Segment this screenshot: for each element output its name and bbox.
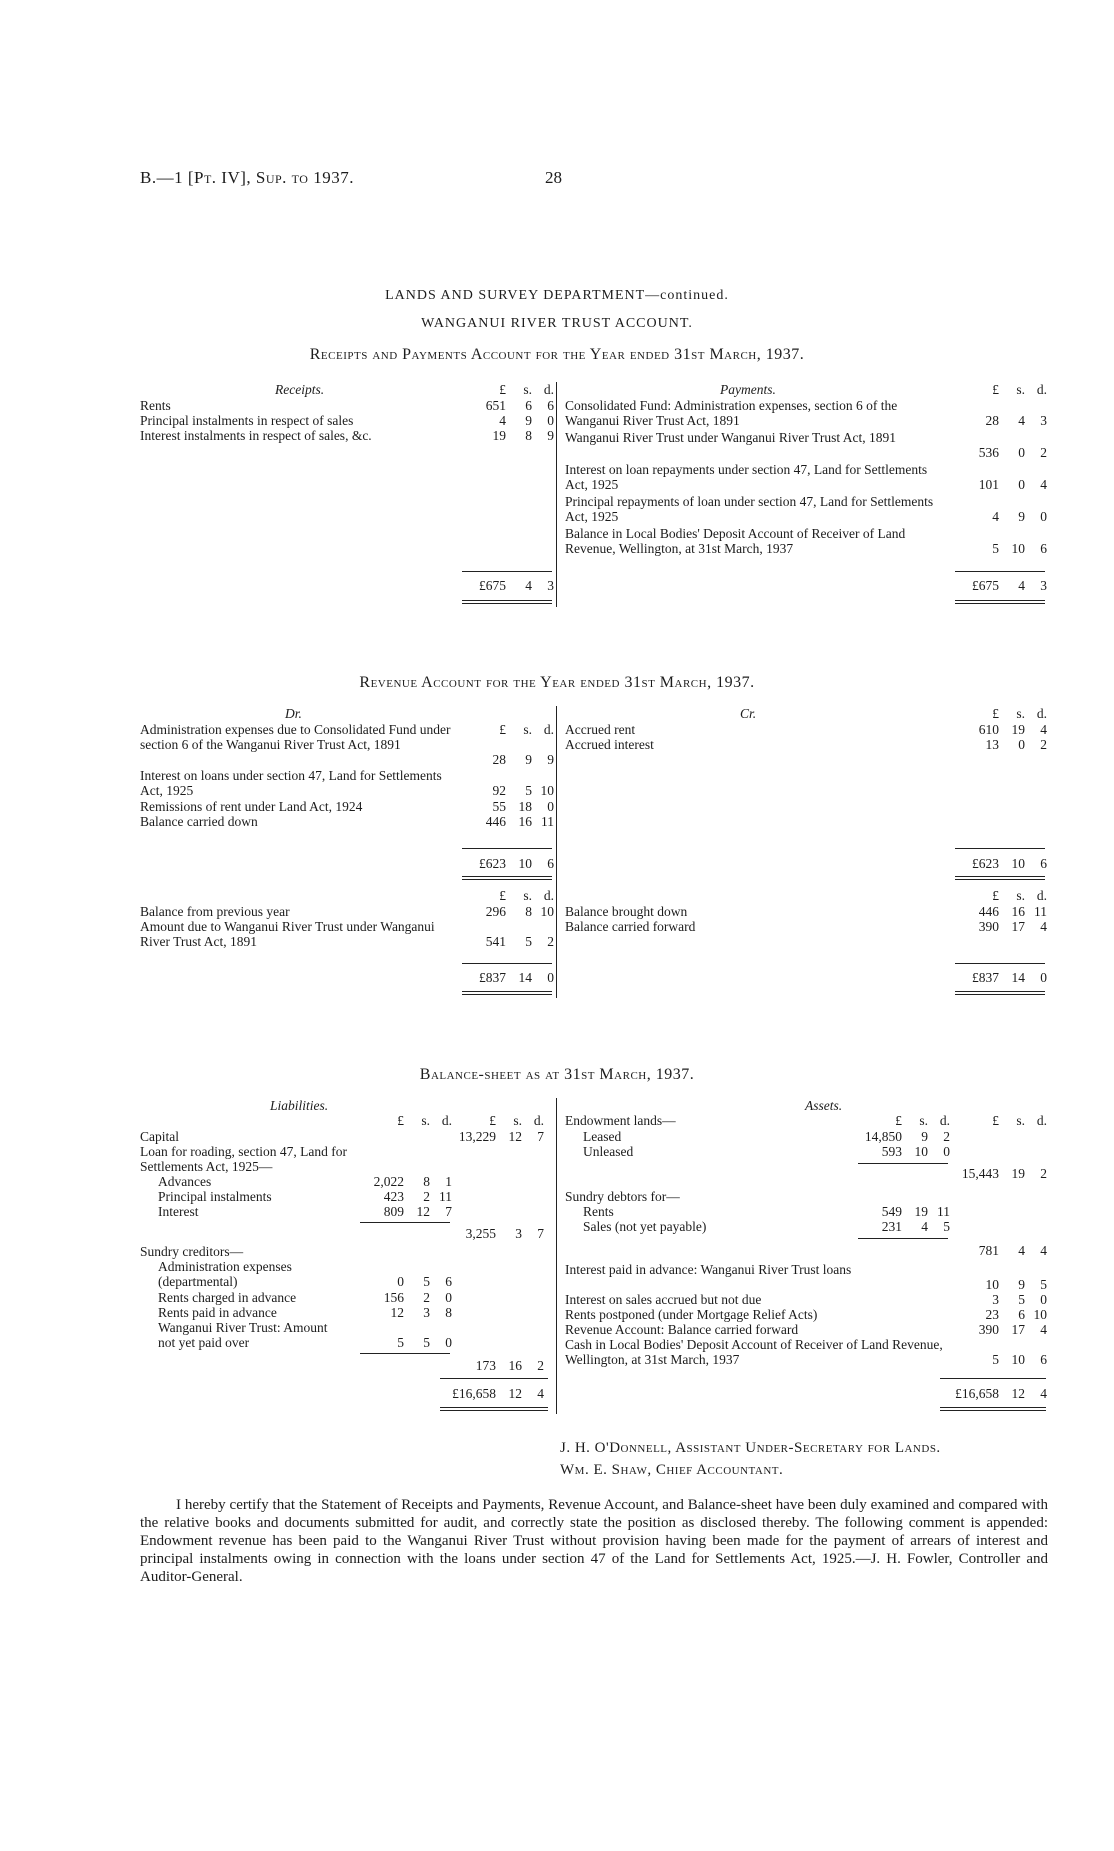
rev-total1-left: £623 10 6 xyxy=(479,856,554,871)
rev-total2-right: £837 14 0 xyxy=(972,970,1047,985)
cr-label: Balance brought down xyxy=(565,904,688,919)
asset-item-label: Interest paid in advance: Wanganui River Trust loans xyxy=(565,1262,852,1277)
loan-total: 3,255 3 7 xyxy=(465,1226,544,1241)
creditor-amount: 12 3 8 xyxy=(390,1305,452,1320)
payment-label: Wanganui River Trust under Wanganui River Trust Act, 1891 xyxy=(565,430,896,445)
receipt-amount: 19 8 9 xyxy=(492,428,554,443)
rev-right-col-heads: £ s. d. xyxy=(992,706,1047,721)
asset-item-amount: 10 9 5 xyxy=(985,1277,1047,1292)
dr-amount: 296 8 10 xyxy=(485,904,554,919)
asset-item-amount: 3 5 0 xyxy=(992,1292,1047,1307)
loan-item-label: Principal instalments xyxy=(158,1189,272,1204)
rp-left-col-heads: £ s. d. xyxy=(499,382,554,397)
cr-amount: 610 19 4 xyxy=(978,722,1047,737)
payment-amount: 536 0 2 xyxy=(978,445,1047,460)
asset-item-amount: 390 17 4 xyxy=(978,1322,1047,1337)
endowment-item-amount: 593 10 0 xyxy=(881,1144,950,1159)
receipt-amount: 651 6 6 xyxy=(485,398,554,413)
creditor-amount: 5 5 0 xyxy=(397,1335,452,1350)
payment-amount: 101 0 4 xyxy=(978,477,1047,492)
dr-amount: 446 16 11 xyxy=(485,814,554,829)
endowment-item-label: Leased xyxy=(583,1129,622,1144)
liabilities-grand-total: £16,658 12 4 xyxy=(452,1386,544,1401)
bs-assets-outer-heads: £ s. d. xyxy=(992,1113,1047,1128)
dr-label: Amount due to Wanganui River Trust under Wanganui River Trust Act, 1891 xyxy=(140,919,435,949)
rev-total1-right: £623 10 6 xyxy=(972,856,1047,871)
dr-label: Balance carried down xyxy=(140,814,258,829)
cr-label: Accrued rent xyxy=(565,722,636,737)
creditor-label: Rents charged in advance xyxy=(158,1290,297,1305)
receipt-label: Rents xyxy=(140,398,171,413)
creditors-heading: Sundry creditors— xyxy=(140,1244,244,1259)
creditor-amount: 156 2 0 xyxy=(383,1290,452,1305)
asset-item-label: Revenue Account: Balance carried forward xyxy=(565,1322,799,1337)
cr-label: Accrued interest xyxy=(565,737,654,752)
loan-item-amount: 423 2 11 xyxy=(383,1189,452,1204)
asset-item-amount: 23 6 10 xyxy=(985,1307,1047,1322)
dr-label: Remissions of rent under Land Act, 1924 xyxy=(140,799,363,814)
creditor-label: Wanganui River Trust: Amount not yet paid over xyxy=(158,1320,328,1350)
loan-item-amount: 809 12 7 xyxy=(383,1204,452,1219)
payment-label: Interest on loan repayments under section 47, Land for Settlements Act, 1925 xyxy=(565,462,928,492)
endowment-item-amount: 14,850 9 2 xyxy=(864,1129,950,1144)
dr-amount: 55 18 0 xyxy=(492,799,554,814)
signature-line-2: Wm. E. Shaw, Chief Accountant. xyxy=(560,1462,784,1478)
creditor-label: Administration expenses (departmental) xyxy=(158,1259,292,1289)
rp-right-col-heads: £ s. d. xyxy=(992,382,1047,397)
asset-item-amount: 5 10 6 xyxy=(992,1352,1047,1367)
bs-liab-inner-heads: £ s. d. xyxy=(397,1113,452,1128)
liabilities-heading: Liabilities. xyxy=(270,1098,329,1113)
department-title: LANDS AND SURVEY DEPARTMENT—continued. xyxy=(385,288,729,303)
receipt-label: Principal instalments in respect of sales xyxy=(140,413,354,428)
capital-label: Capital xyxy=(140,1129,179,1144)
rev-left-col-heads-2: £ s. d. xyxy=(499,888,554,903)
payment-label: Balance in Local Bodies' Deposit Account of Receiver of Land Revenue, Wellington, at 31st March, 1937 xyxy=(565,526,906,556)
debtors-heading: Sundry debtors for— xyxy=(565,1189,680,1204)
assets-heading: Assets. xyxy=(805,1098,843,1113)
endowment-heading: Endowment lands— xyxy=(565,1113,676,1128)
endowment-item-label: Unleased xyxy=(583,1144,634,1159)
asset-item-label: Cash in Local Bodies' Deposit Account of Receiver of Land Revenue, Wellington, at 31st March, 1937 xyxy=(565,1337,943,1367)
payment-label: Principal repayments of loan under section 47, Land for Settlements Act, 1925 xyxy=(565,494,934,524)
cr-amount: 390 17 4 xyxy=(978,919,1047,934)
debtor-item-amount: 549 19 11 xyxy=(881,1204,950,1219)
cr-label: Balance carried forward xyxy=(565,919,696,934)
page-number: 28 xyxy=(545,168,562,187)
dr-label: Administration expenses due to Consolidated Fund under section 6 of the Wanganui River Trust Act, 1891 xyxy=(140,722,451,752)
loan-heading: Loan for roading, section 47, Land for Settlements Act, 1925— xyxy=(140,1144,347,1174)
dr-amount: 28 9 9 xyxy=(492,752,554,767)
page-reference: B.—1 [Pt. IV], Sup. to 1937. xyxy=(140,168,354,187)
creditor-label: Rents paid in advance xyxy=(158,1305,277,1320)
rev-left-col-heads: £ s. d. xyxy=(499,722,554,737)
account-title: WANGANUI RIVER TRUST ACCOUNT. xyxy=(421,316,693,331)
dr-amount: 541 5 2 xyxy=(485,934,554,949)
assets-grand-total: £16,658 12 4 xyxy=(955,1386,1047,1401)
loan-item-amount: 2,022 8 1 xyxy=(373,1174,452,1189)
debtors-total: 781 4 4 xyxy=(978,1243,1047,1258)
dr-amount: 92 5 10 xyxy=(492,783,554,798)
creditors-total: 173 16 2 xyxy=(475,1358,544,1373)
debtor-item-amount: 231 4 5 xyxy=(881,1219,950,1234)
dr-label: Balance from previous year xyxy=(140,904,290,919)
payments-heading: Payments. xyxy=(720,382,776,397)
debtor-item-label: Sales (not yet payable) xyxy=(583,1219,707,1234)
bs-assets-inner-heads: £ s. d. xyxy=(895,1113,950,1128)
receipt-label: Interest instalments in respect of sales, &c. xyxy=(140,428,372,443)
payment-amount: 4 9 0 xyxy=(992,509,1047,524)
audit-certificate: I hereby certify that the Statement of Receipts and Payments, Revenue Account, and Balance-sheet have been duly examined and compared with the relative books and documents submitted for audit, and correctly state the position as disclosed thereby. The following comment is appended: Endowment revenue has been paid to the Wanganui River Trust without provision having been made for the payment of arrears of interest and principal instalments owing in connection with the loans under section 47 of the Land for Settlements Act, 1925.—J. H. Fowler, Controller and Auditor-General. xyxy=(140,1497,1048,1585)
rev-total2-left: £837 14 0 xyxy=(479,970,554,985)
loan-item-label: Advances xyxy=(158,1174,212,1189)
dr-heading: Dr. xyxy=(285,706,302,721)
endowment-total: 15,443 19 2 xyxy=(961,1166,1047,1181)
cr-amount: 446 16 11 xyxy=(978,904,1047,919)
loan-item-label: Interest xyxy=(158,1204,199,1219)
receipt-amount: 4 9 0 xyxy=(499,413,554,428)
receipts-payments-title: Receipts and Payments Account for the Year ended 31st March, 1937. xyxy=(309,346,805,363)
asset-item-label: Interest on sales accrued but not due xyxy=(565,1292,762,1307)
bs-liab-outer-heads: £ s. d. xyxy=(489,1113,544,1128)
capital-amount: 13,229 12 7 xyxy=(458,1129,544,1144)
payment-label: Consolidated Fund: Administration expenses, section 6 of the Wanganui River Trust Act, 1891 xyxy=(565,398,898,428)
payment-amount: 28 4 3 xyxy=(985,413,1047,428)
cr-heading: Cr. xyxy=(740,706,757,721)
rp-total-right: £675 4 3 xyxy=(972,578,1047,593)
rev-right-col-heads-2: £ s. d. xyxy=(992,888,1047,903)
receipts-heading: Receipts. xyxy=(275,382,325,397)
rp-total-left: £675 4 3 xyxy=(479,578,554,593)
asset-item-label: Rents postponed (under Mortgage Relief Acts) xyxy=(565,1307,818,1322)
payment-amount: 5 10 6 xyxy=(992,541,1047,556)
dr-label: Interest on loans under section 47, Land for Settlements Act, 1925 xyxy=(140,768,442,798)
balance-sheet-title: Balance-sheet as at 31st March, 1937. xyxy=(419,1066,695,1083)
debtor-item-label: Rents xyxy=(583,1204,614,1219)
cr-amount: 13 0 2 xyxy=(985,737,1047,752)
signature-line-1: J. H. O'Donnell, Assistant Under-Secretary for Lands. xyxy=(560,1440,941,1456)
revenue-title: Revenue Account for the Year ended 31st March, 1937. xyxy=(359,674,755,691)
creditor-amount: 0 5 6 xyxy=(397,1274,452,1289)
